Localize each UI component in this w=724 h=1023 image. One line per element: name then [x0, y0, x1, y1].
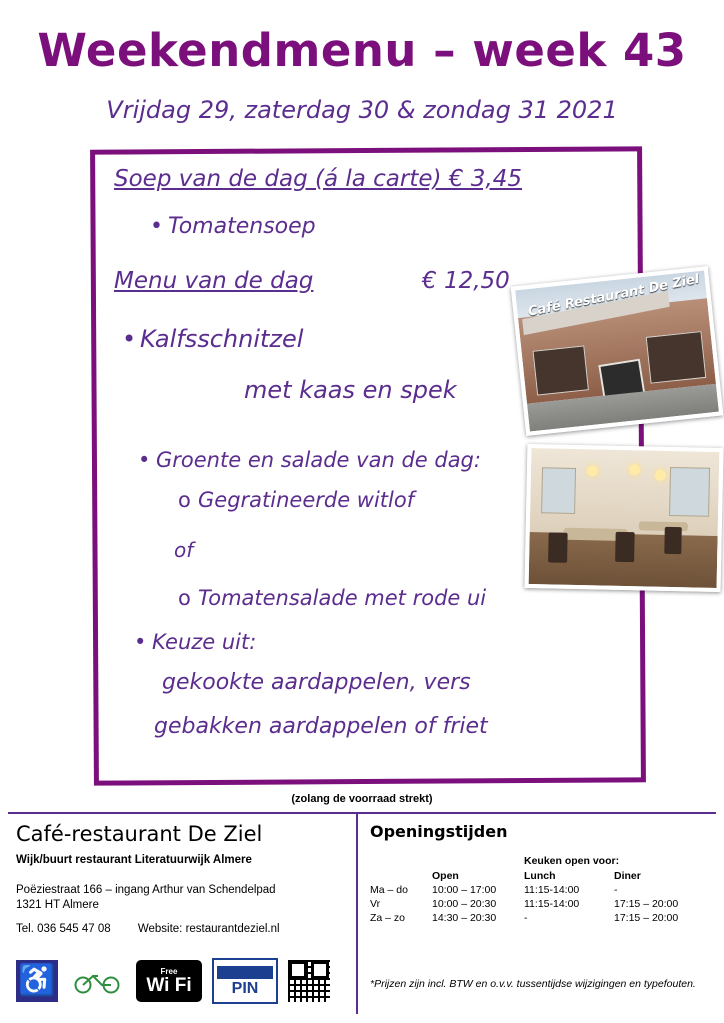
- cell-open: 10:00 – 17:00: [432, 884, 497, 896]
- cell-diner: 17:15 – 20:00: [614, 898, 679, 910]
- cell-day: Ma – do: [370, 884, 408, 896]
- main-dish-sub: met kaas en spek: [244, 376, 457, 404]
- footer-vertical-divider: [356, 814, 358, 1014]
- menu-heading: Menu van de dag: [114, 268, 314, 294]
- facility-icons: [16, 958, 330, 1004]
- bicycle-glyph: [71, 968, 123, 994]
- cell-day: Za – zo: [370, 912, 406, 924]
- cell-lunch: 11:15-14:00: [524, 898, 580, 910]
- photo-chair: [665, 527, 682, 555]
- veg-heading-label: Groente en salade van de dag:: [156, 448, 481, 472]
- pin-label: PIN: [231, 979, 259, 997]
- page-title: Weekendmenu – week 43: [37, 24, 687, 77]
- photo-interior: [525, 444, 724, 592]
- contact-row: [16, 923, 352, 935]
- bicycle-icon: [68, 960, 126, 1002]
- soup-item: [150, 214, 316, 239]
- choice-line-2: gebakken aardappelen of friet: [154, 714, 488, 739]
- photo-window: [669, 467, 710, 516]
- cell-open: 14:30 – 20:30: [432, 912, 497, 924]
- veg-option-2-label: Tomatensalade met rode ui: [198, 586, 487, 610]
- wifi-free-label: Free: [160, 966, 178, 976]
- photo-window: [541, 467, 576, 513]
- column-lunch: Lunch: [524, 870, 556, 882]
- choice-heading-label: Keuze uit:: [152, 630, 257, 654]
- restaurant-name: Café-restaurant De Ziel: [16, 822, 263, 846]
- table-header-row: [370, 869, 706, 883]
- address-line-2: 1321 HT Almere: [16, 899, 99, 911]
- menu-price: € 12,50: [422, 268, 510, 294]
- wheelchair-icon: ♿: [16, 960, 58, 1002]
- choice-heading: [134, 630, 256, 654]
- cell-lunch: 11:15-14:00: [524, 884, 580, 896]
- main-dish: [122, 325, 303, 353]
- contact-block: [16, 822, 352, 935]
- soup-item-label: Tomatensoep: [168, 214, 316, 239]
- veg-option-1-label: Gegratineerde witlof: [198, 488, 415, 512]
- soup-heading: Soep van de dag (á la carte) € 3,45: [114, 166, 522, 192]
- veg-or: of: [174, 538, 194, 562]
- opening-hours-table: [370, 869, 706, 925]
- photo-chair: [548, 533, 567, 563]
- stock-disclaimer: (zolang de voorraad strekt): [291, 793, 433, 805]
- price-note: *Prijzen zijn incl. BTW en o.v.v. tussentijdse wijzigingen en typefouten.: [370, 978, 696, 990]
- cell-diner: 17:15 – 20:00: [614, 912, 679, 924]
- bullet-icon: •: [150, 214, 163, 239]
- sub-bullet-icon: o: [178, 488, 191, 512]
- cell-diner: -: [614, 884, 618, 896]
- photo-window: [533, 346, 589, 396]
- column-diner: Diner: [614, 870, 641, 882]
- address-line-1: Poëziestraat 166 – ingang Arthur van Schendelpad: [16, 884, 276, 896]
- pin-payment-icon: [212, 958, 278, 1004]
- sub-bullet-icon: o: [178, 586, 191, 610]
- choice-line-1: gekookte aardappelen, vers: [162, 670, 471, 695]
- cell-day: Vr: [370, 898, 381, 910]
- kitchen-open-label: Keuken open voor:: [524, 855, 620, 867]
- telephone: Tel. 036 545 47 08: [16, 923, 111, 935]
- opening-hours-block: [370, 822, 714, 925]
- wifi-label: Wi Fi: [146, 974, 192, 996]
- veg-option-1: [178, 488, 414, 512]
- main-dish-label: Kalfsschnitzel: [140, 325, 304, 353]
- footer-divider: [8, 812, 716, 814]
- veg-option-2: [178, 586, 486, 610]
- cell-open: 10:00 – 20:30: [432, 898, 497, 910]
- photo-chair: [616, 531, 635, 561]
- cell-lunch: -: [524, 912, 528, 924]
- table-row: [370, 911, 706, 925]
- opening-hours-title: Openingstijden: [370, 822, 508, 841]
- table-row: [370, 883, 706, 897]
- photo-sign-text: Café Restaurant De Ziel: [527, 271, 701, 320]
- veg-heading: [138, 448, 481, 472]
- qr-code-icon: [288, 960, 330, 1002]
- column-open: Open: [432, 870, 459, 882]
- pin-bar: [217, 966, 273, 979]
- photo-window: [646, 331, 706, 384]
- bullet-icon: •: [134, 630, 147, 654]
- restaurant-subtitle: Wijk/buurt restaurant Literatuurwijk Almere: [16, 854, 252, 866]
- table-row: [370, 897, 706, 911]
- bullet-icon: •: [138, 448, 151, 472]
- page-subtitle: Vrijdag 29, zaterdag 30 & zondag 31 2021: [106, 96, 618, 124]
- wifi-icon: [136, 960, 202, 1002]
- website-link[interactable]: Website: restaurantdeziel.nl: [137, 923, 280, 935]
- photo-exterior: [511, 266, 724, 436]
- bullet-icon: •: [122, 325, 137, 353]
- column-day: [370, 869, 432, 883]
- photo-lamp: [629, 464, 640, 475]
